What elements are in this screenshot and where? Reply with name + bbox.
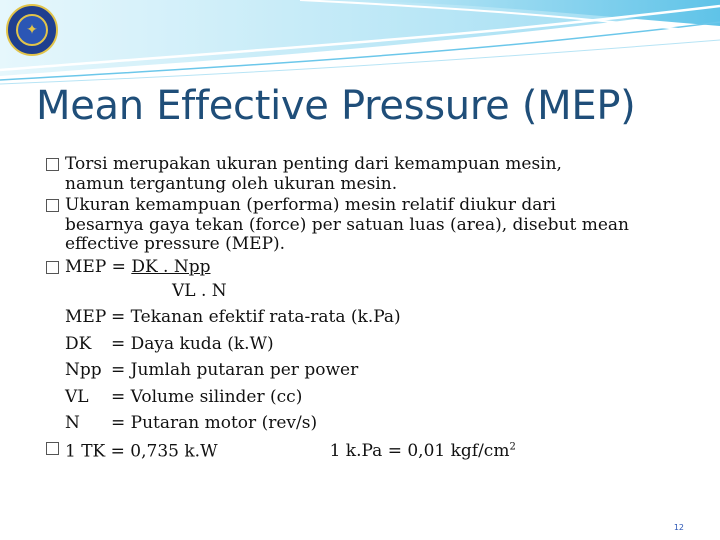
header-banner [0, 0, 720, 90]
conversion-tk: 1 TK = 0,735 k.W [65, 441, 218, 462]
definition-text: = Putaran motor (rev/s) [111, 413, 318, 433]
formula-lhs: MEP = [65, 257, 132, 277]
bullet-formula [46, 256, 696, 304]
definition-text: = Volume silinder (cc) [111, 386, 303, 407]
definition-symbol: DK [65, 333, 92, 354]
bullet-ukuran [46, 194, 696, 254]
bullet-marker-icon [46, 158, 59, 171]
conversion-exponent: 2 [509, 441, 516, 453]
definition-symbol: Npp [65, 360, 102, 380]
definition-text: = Jumlah putaran per power [111, 360, 359, 380]
bullet-conversion [46, 437, 696, 463]
definition-symbol: N [65, 413, 80, 433]
definition-text: = Tekanan efektif rata-rata (k.Pa) [111, 307, 401, 327]
bullet-marker-icon [46, 261, 59, 274]
definition-row [46, 410, 696, 437]
definition-row [46, 331, 696, 358]
bullet-ukuran-line-1: Ukuran kemampuan (performa) mesin relatif diukur dari [65, 195, 556, 215]
definition-row [46, 384, 696, 411]
definition-text: = Daya kuda (k.W) [111, 333, 274, 354]
university-logo-icon: ✦ [6, 4, 58, 56]
definition-row [46, 357, 696, 384]
bullet-torsi-line-1: Torsi merupakan ukuran penting dari kemampuan mesin, [65, 154, 562, 174]
page-number: 12 [673, 523, 684, 532]
bullet-marker-icon [46, 442, 59, 455]
bullet-torsi [46, 153, 696, 194]
bullet-ukuran-line-2: besarnya gaya tekan (force) per satuan luas (area), disebut mean [65, 215, 629, 235]
definition-row [46, 304, 696, 331]
formula-denominator: VL . N [172, 281, 227, 301]
conversion-kpa: 1 k.Pa = 0,01 kgf/cm [329, 441, 510, 462]
bullet-ukuran-line-3: effective pressure (MEP). [65, 234, 286, 254]
definition-symbol: MEP [65, 307, 107, 327]
bullet-marker-icon [46, 199, 59, 212]
formula-numerator: DK . Npp [131, 257, 211, 277]
slide-title: Mean Effective Pressure (MEP) [36, 83, 636, 129]
bullet-torsi-line-2: namun tergantung oleh ukuran mesin. [65, 174, 398, 194]
slide-body [46, 153, 696, 462]
definition-symbol: VL [65, 386, 89, 407]
